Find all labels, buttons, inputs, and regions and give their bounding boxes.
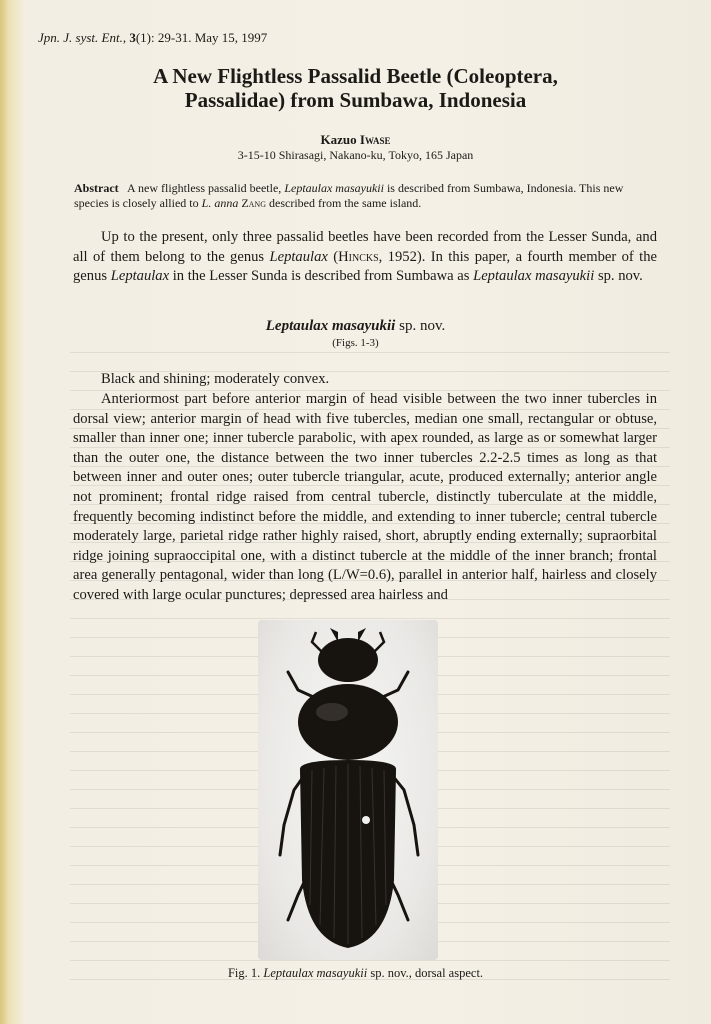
intro-text-4: in the Lesser Sunda is described from Sumbawa as	[172, 268, 470, 285]
title-line-2: Passalidae) from Sumbawa, Indonesia	[184, 88, 527, 112]
description-text-a: Anteriormost part before anterior margin of head visible between the two inner tubercles in dorsal view; anterior margin of head with five tubercles, median one small, rectangular or obtuse, smaller than inner one; inner tubercle parabolic, with apex rounded, as large as or somewhat larger than the outer one, the distance between the two inner tubercles 2.2-2.5 times as long as that between inner and outer ones; outer tubercle triangular, acute, produced externally; anterior angle not prominent; frontal ridge raised from central tubercle, distinctly tuberculate at the middle, frequently becoming indistinct before the middle, and extending to inner tubercle; central tubercle moderately large, parietal ridge rather highly raised, short, abruptly ending externally; supraorbital ridge joining supraoccipital one, with a distinct tubercle at the middle of the inner branch; frontal area generally pentagonal, wider than long (	[73, 391, 657, 584]
author-address: 3-15-10 Shirasagi, Nakano-ku, Tokyo, 165 Japan	[237, 148, 474, 162]
title-line-1: A New Flightless Passalid Beetle (Coleoptera,	[153, 64, 558, 88]
abstract-text-1: A new flightless passalid beetle,	[127, 181, 282, 195]
author-name	[40, 132, 671, 148]
intro-text-3: , 1952). In this paper, a fourth member of the genus	[73, 248, 657, 285]
figure-caption	[40, 966, 671, 981]
abstract-text-2: is described from Sumbawa, Indonesia. This new species is closely allied to	[74, 181, 624, 210]
beetle-pronotum	[298, 684, 398, 760]
binding-edge	[0, 0, 8, 1024]
beetle-specimen-pin-hole	[362, 816, 370, 824]
author-family-name: Iwase	[359, 132, 391, 147]
species-heading-status: sp. nov.	[399, 318, 446, 334]
figure-photo	[258, 620, 438, 960]
journal-name: Jpn. J. syst. Ent.,	[38, 30, 127, 45]
description-paragraph-2	[73, 390, 657, 606]
species-heading-name: Leptaulax masayukii	[265, 318, 396, 334]
running-header	[38, 30, 267, 46]
figure-caption-species: Leptaulax masayukii	[263, 966, 368, 980]
figure-caption-rest: sp. nov., dorsal aspect.	[370, 966, 484, 980]
intro-paragraph	[73, 228, 657, 287]
description-paragraph-1: Black and shining; moderately convex.	[101, 371, 330, 387]
beetle-head	[318, 638, 378, 682]
intro-genus: Leptaulax	[269, 248, 328, 265]
abstract-allied-species: L. anna	[201, 196, 239, 210]
species-heading-figs: (Figs. 1-3)	[332, 337, 379, 349]
beetle-pronotum-shine	[316, 703, 348, 721]
abstract-species: Leptaulax masayukii	[284, 181, 384, 195]
beetle-illustration	[258, 620, 438, 960]
figure-caption-label: Fig. 1.	[227, 966, 261, 980]
intro-species: Leptaulax masayukii	[473, 268, 595, 285]
intro-citation-author: Hincks	[338, 248, 379, 265]
abstract	[74, 181, 654, 211]
description-text-b: ), parallel in anterior half, hairless and closely covered with large ocular punctures; depressed area hairless and	[73, 567, 657, 603]
description-ratio: L/W=0.6	[332, 567, 387, 584]
intro-text-1: Up to the present, only three passalid beetles have been recorded from the Lesser Sunda, and all of them belong to the genus	[73, 229, 657, 265]
species-heading	[40, 318, 671, 335]
abstract-allied-author: Zang	[241, 196, 266, 210]
journal-issue-date: (1): 29-31. May 15, 1997	[135, 30, 268, 45]
author-given-name: Kazuo	[320, 132, 357, 147]
intro-genus-2: Leptaulax	[110, 268, 170, 285]
abstract-text-3: described from the same island.	[269, 196, 422, 210]
intro-text-5: sp. nov.	[597, 268, 643, 285]
journal-volume: 3	[129, 30, 136, 45]
intro-text-2: (	[333, 248, 339, 265]
abstract-label: Abstract	[74, 181, 119, 195]
paper-title	[40, 64, 671, 112]
